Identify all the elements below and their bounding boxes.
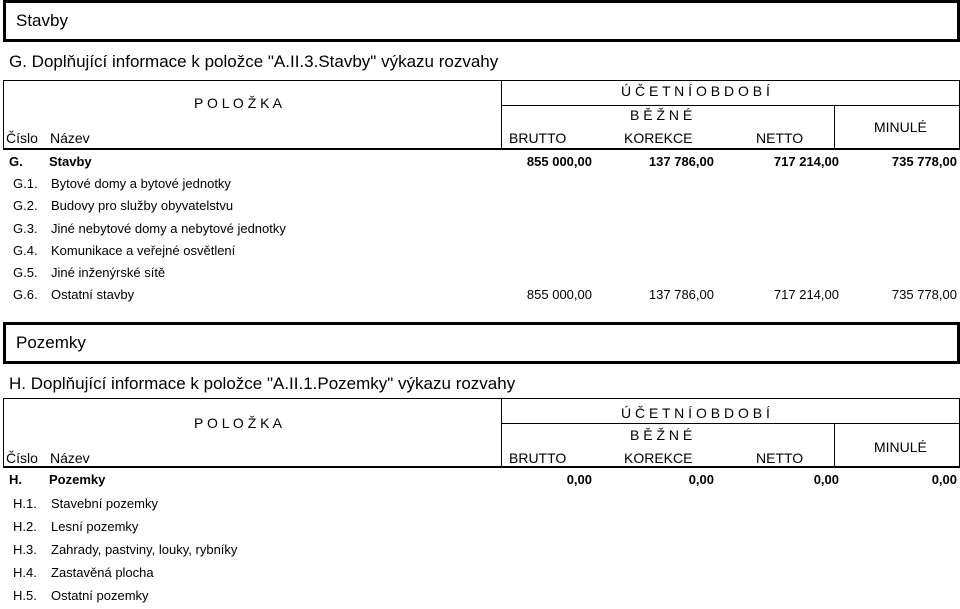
cell-minule: 0,00 bbox=[931, 472, 957, 487]
cell-code: H.2. bbox=[13, 519, 37, 534]
header-divider bbox=[834, 423, 835, 466]
cell-name: Lesní pozemky bbox=[51, 519, 139, 534]
section-title-text: Pozemky bbox=[16, 333, 86, 352]
header-ucetni-obdobi: Ú Č E T N Í O B D O B Í bbox=[621, 83, 770, 99]
cell-brutto: 855 000,00 bbox=[526, 287, 592, 303]
cell-code: H.1. bbox=[13, 496, 37, 511]
header-polozka: P O L O Ž K A bbox=[194, 95, 282, 111]
table-row bbox=[3, 194, 960, 216]
cell-name: Ostatní pozemky bbox=[51, 588, 149, 603]
cell-code: G.1. bbox=[13, 176, 38, 192]
cell-code: G.4. bbox=[13, 242, 38, 258]
cell-code: G.5. bbox=[13, 264, 38, 280]
cell-brutto: 0,00 bbox=[566, 472, 592, 487]
cell-netto: 0,00 bbox=[813, 472, 839, 487]
cell-minule: 735 778,00 bbox=[891, 287, 957, 303]
table-row bbox=[3, 239, 960, 261]
cell-name: Stavební pozemky bbox=[51, 496, 158, 511]
header-nazev: Název bbox=[50, 450, 90, 466]
header-minule: MINULÉ bbox=[874, 119, 927, 135]
table-row-total bbox=[3, 150, 960, 172]
header-ucetni-obdobi: Ú Č E T N Í O B D O B Í bbox=[621, 405, 770, 421]
table-row bbox=[3, 538, 960, 561]
cell-name: Pozemky bbox=[49, 472, 106, 487]
table-row bbox=[3, 172, 960, 194]
header-polozka: P O L O Ž K A bbox=[194, 415, 282, 431]
cell-name: Zahrady, pastviny, louky, rybníky bbox=[51, 542, 238, 557]
table-header bbox=[3, 398, 960, 468]
table-header bbox=[3, 80, 960, 150]
table-row bbox=[3, 561, 960, 584]
table-stavby bbox=[3, 80, 960, 305]
section-subtitle-stavby: G. Doplňující informace k položce "A.II.3.Stavby" výkazu rozvahy bbox=[9, 52, 499, 71]
section-title-stavby bbox=[3, 0, 960, 42]
cell-code: G. bbox=[9, 154, 23, 169]
cell-brutto: 855 000,00 bbox=[526, 154, 592, 169]
table-row bbox=[3, 492, 960, 515]
cell-code: H.3. bbox=[13, 542, 37, 557]
cell-name: Stavby bbox=[49, 154, 92, 169]
header-divider bbox=[501, 399, 502, 466]
cell-code: H. bbox=[9, 472, 22, 487]
cell-name: Zastavěná plocha bbox=[51, 565, 154, 580]
header-cislo: Číslo bbox=[6, 450, 38, 466]
cell-name: Jiné inženýrské sítě bbox=[51, 264, 166, 280]
cell-name: Bytové domy a bytové jednotky bbox=[51, 176, 231, 192]
header-divider bbox=[834, 105, 835, 148]
header-netto: NETTO bbox=[756, 130, 804, 146]
header-bezne: B Ě Ž N É bbox=[630, 107, 693, 123]
table-row-total bbox=[3, 468, 960, 492]
header-bezne: B Ě Ž N É bbox=[630, 427, 693, 443]
cell-name: Budovy pro služby obyvatelstvu bbox=[51, 198, 234, 214]
cell-name: Ostatní stavby bbox=[51, 287, 135, 303]
header-netto: NETTO bbox=[756, 450, 804, 466]
header-korekce: KOREKCE bbox=[624, 450, 693, 466]
section-title-text: Stavby bbox=[16, 11, 68, 30]
header-divider bbox=[501, 81, 502, 148]
cell-name: Jiné nebytové domy a nebytové jednotky bbox=[51, 220, 286, 236]
section-title-pozemky bbox=[3, 322, 960, 364]
cell-korekce: 137 786,00 bbox=[648, 287, 714, 303]
header-cislo: Číslo bbox=[6, 130, 38, 146]
cell-code: G.2. bbox=[13, 198, 38, 214]
cell-netto: 717 214,00 bbox=[773, 154, 839, 169]
cell-korekce: 0,00 bbox=[688, 472, 714, 487]
cell-korekce: 137 786,00 bbox=[648, 154, 714, 169]
cell-code: G.3. bbox=[13, 220, 38, 236]
header-brutto: BRUTTO bbox=[509, 450, 567, 466]
table-row bbox=[3, 283, 960, 305]
header-minule: MINULÉ bbox=[874, 439, 927, 455]
header-divider bbox=[501, 423, 959, 424]
table-pozemky bbox=[3, 398, 960, 607]
header-korekce: KOREKCE bbox=[624, 130, 693, 146]
cell-code: H.4. bbox=[13, 565, 37, 580]
section-subtitle-pozemky: H. Doplňující informace k položce "A.II.1.Pozemky" výkazu rozvahy bbox=[9, 374, 516, 393]
table-row bbox=[3, 584, 960, 607]
cell-minule: 735 778,00 bbox=[891, 154, 957, 169]
cell-code: H.5. bbox=[13, 588, 37, 603]
header-nazev: Název bbox=[50, 130, 90, 146]
table-row bbox=[3, 261, 960, 283]
header-brutto: BRUTTO bbox=[509, 130, 567, 146]
header-divider bbox=[501, 105, 959, 106]
cell-code: G.6. bbox=[13, 287, 38, 303]
table-row bbox=[3, 515, 960, 538]
cell-name: Komunikace a veřejné osvětlení bbox=[51, 242, 236, 258]
cell-netto: 717 214,00 bbox=[773, 287, 839, 303]
table-row bbox=[3, 217, 960, 239]
